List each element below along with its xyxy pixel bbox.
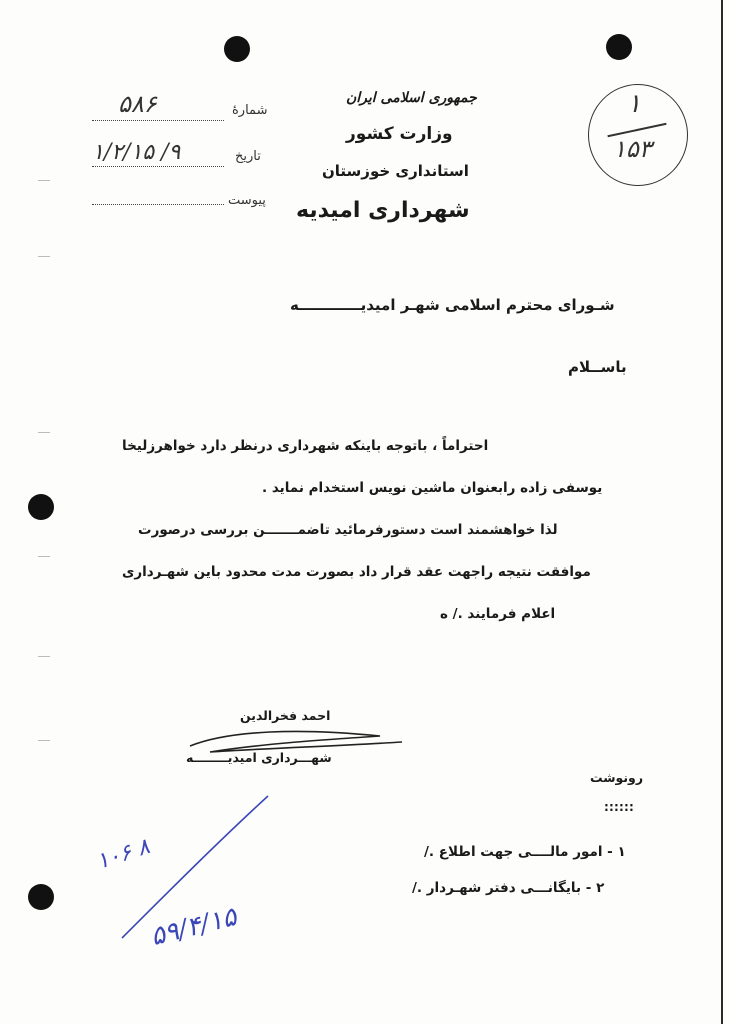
paragraph-line: اعلام فرمایند ./ ه [440,606,556,622]
punch-hole [606,34,632,60]
handwritten-note: ۱۰۶ ۸ [93,834,153,875]
punch-hole [224,36,250,62]
attachment-label: پیوست [228,193,266,208]
emblem-line: جمهوری اسلامی ایران [346,90,477,106]
copies-dots: :::::: [604,800,634,814]
copies-item: ۲ - بایگانـــی دفتر شهـردار ./ [412,880,605,896]
number-handwritten-value: ۵۸۶ [118,90,157,118]
date-handwritten-value: ۱/۲/۱۵ /۹ [92,140,181,165]
paragraph-line: لذا خواهشمند است دستورفرمائید تاضمـــــــن بررسی درصورت [138,522,558,538]
punch-hole [28,884,54,910]
paragraph-line: احتراماً ، باتوجه باینکه شهرداری درنظر دارد خواهرزلیخا [122,438,489,454]
punch-hole [28,494,54,520]
paragraph-line: یوسفی زاده رابعنوان ماشین نویس استخدام نماید . [262,480,603,496]
stamp-bottom-number: ۱۵۳ [613,135,652,163]
margin-tick [38,556,50,557]
signatory-title: شهـــرداری امیدیــــــــه [186,750,332,765]
signatory-name: احمد فخرالدین [240,708,331,723]
paragraph-line: موافقت نتیجه راجهت عقد قرار داد بصورت مدت محدود باین شهـرداری [122,564,591,580]
greeting: باســلام [568,358,627,376]
number-label: شمارهٔ [232,103,268,118]
handwritten-note-date: ۵۹/۴/۱۵ [147,901,240,953]
stamp-top-number: ۱ [627,89,641,119]
margin-tick [38,180,50,181]
province-title: استانداری خوزستان [322,162,469,180]
margin-tick [38,656,50,657]
recipient-line: شـورای محترم اسلامی شهـر امیدیــــــــــــه [290,296,615,314]
attachment-dotted-line [92,204,224,205]
margin-tick [38,432,50,433]
date-dotted-line [92,166,224,167]
ministry-title: وزارت کشور [346,124,453,144]
number-dotted-line [92,120,224,121]
page-edge [721,0,723,1024]
copies-item: ۱ - امور مالــــی جهت اطلاع ./ [424,844,626,860]
registration-stamp [588,84,688,186]
date-label: تاریخ [235,149,261,164]
margin-tick [38,740,50,741]
margin-tick [38,256,50,257]
municipality-title: شهرداری امیدیه [296,198,470,223]
copies-label: رونوشت [590,770,644,785]
